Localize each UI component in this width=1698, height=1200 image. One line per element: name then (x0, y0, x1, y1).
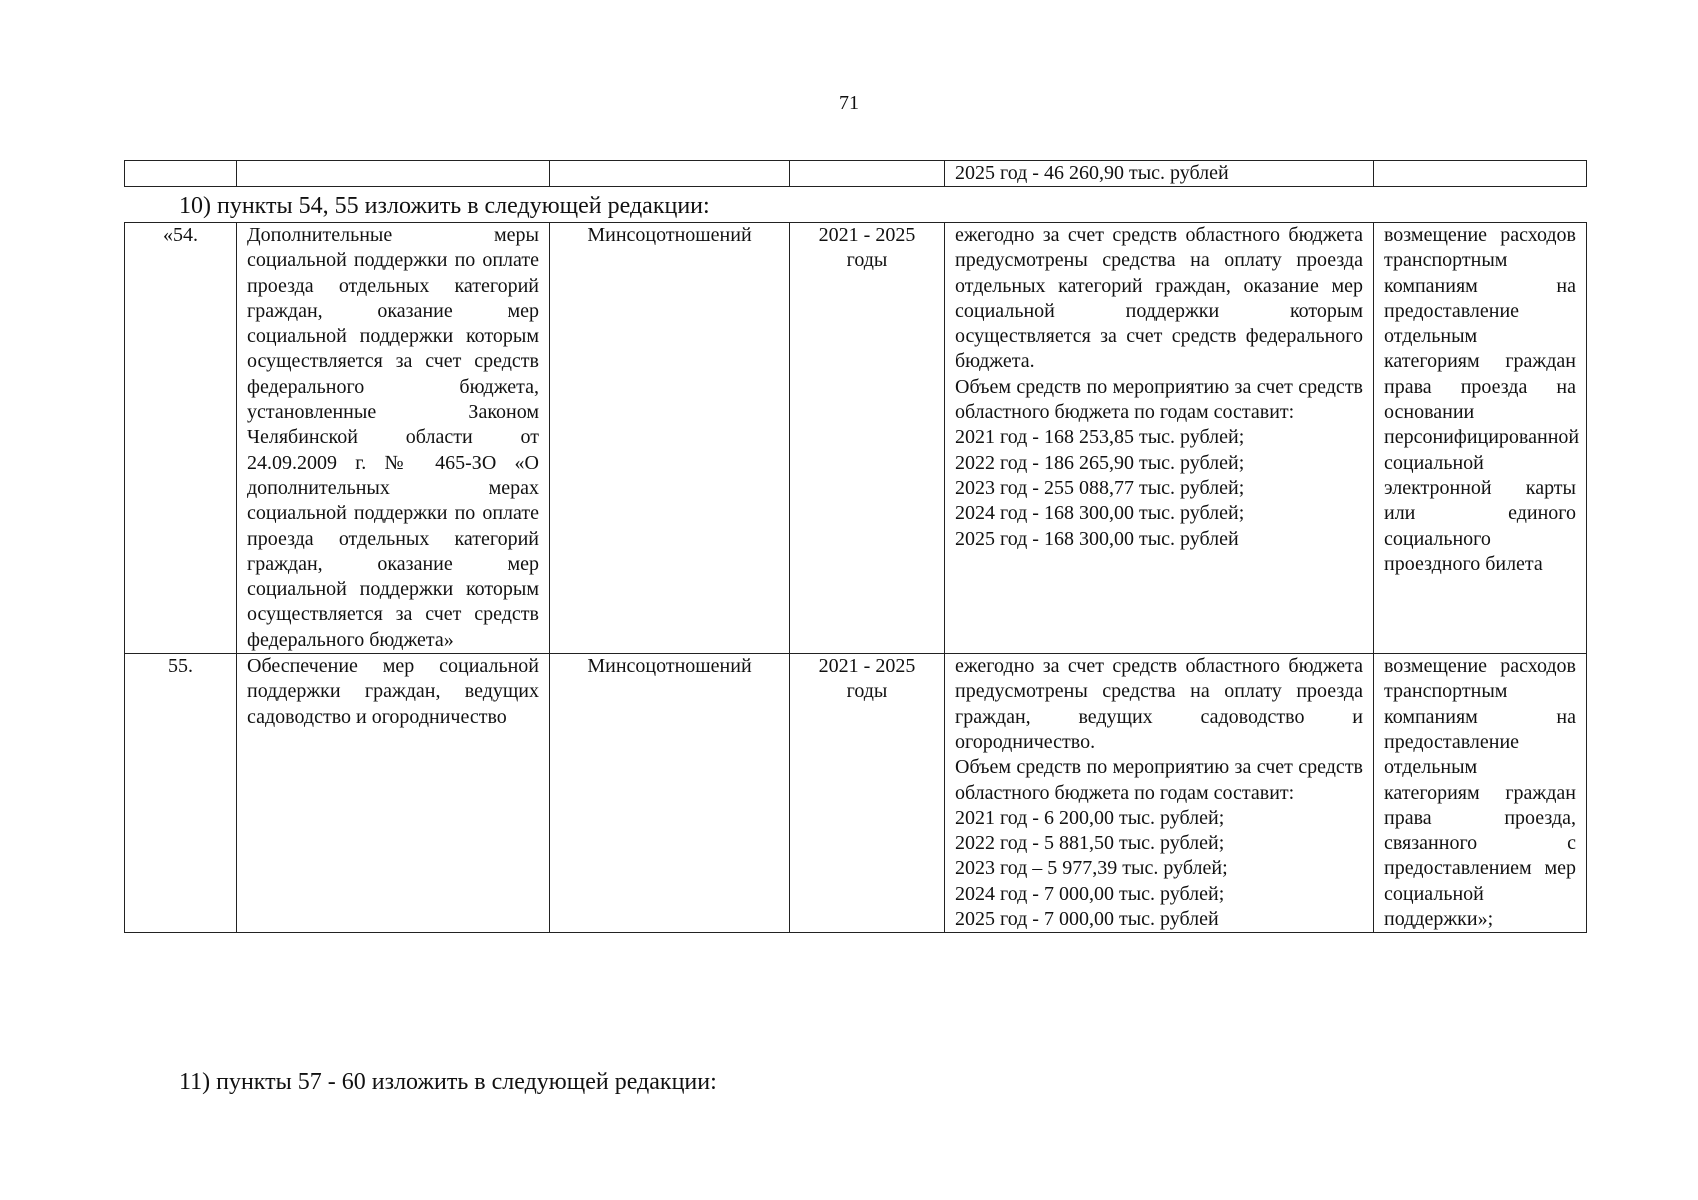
funding-intro: ежегодно за счет средств областного бюджета предусмотрены средства на оплату проезда граждан, ведущих садоводство и огородничество. (955, 655, 1363, 753)
funding-year: 2021 год - 168 253,85 тыс. рублей; (955, 426, 1245, 449)
funding-volume: Объем средств по мероприятию за счет средств областного бюджета по годам составит: (955, 375, 1363, 424)
table-row (125, 223, 1587, 654)
measures-table (124, 222, 1587, 933)
previous-row-table (124, 160, 1587, 187)
funding-year: 2025 год - 7 000,00 тыс. рублей (955, 908, 1219, 931)
paragraph-10: 10) пункты 54, 55 изложить в следующей редакции: (179, 193, 710, 219)
expected-result: возмещение расходов транспортным компаниям на предоставление отдельным категориям граждан права проезда, связанного с предоставлением мер социальной поддержки»; (1374, 654, 1587, 933)
table-row (125, 654, 1587, 933)
cell-result (1374, 161, 1587, 187)
executor: Минсоцотношений (550, 223, 790, 654)
funding-volume: Объем средств по мероприятию за счет средств областного бюджета по годам составит: (955, 756, 1363, 804)
row-number: 55. (125, 654, 237, 933)
funding-year: 2021 год - 6 200,00 тыс. рублей; (955, 806, 1225, 829)
paragraph-11: 11) пункты 57 - 60 изложить в следующей редакции: (179, 1069, 717, 1095)
cell-funding: 2025 год - 46 260,90 тыс. рублей (945, 161, 1374, 187)
funding-year: 2022 год - 5 881,50 тыс. рублей; (955, 832, 1225, 855)
table-row (125, 161, 1587, 187)
cell-executor (550, 161, 790, 187)
funding-year: 2024 год - 7 000,00 тыс. рублей; (955, 882, 1225, 905)
funding-year: 2022 год - 186 265,90 тыс. рублей; (955, 451, 1245, 474)
funding-year: 2023 год – 5 977,39 тыс. рублей; (955, 857, 1228, 880)
measure-name: Обеспечение мер социальной поддержки граждан, ведущих садоводство и огородничество (237, 654, 550, 933)
executor: Минсоцотношений (550, 654, 790, 933)
expected-result: возмещение расходов транспортным компаниям на предоставление отдельным категориям граждан права проезда на основании персонифицированной социальной электронной карты или единого социального проездного билета (1374, 223, 1587, 654)
funding-year: 2023 год - 255 088,77 тыс. рублей; (955, 476, 1245, 499)
period: 2021 - 2025 годы (790, 223, 945, 654)
funding-year: 2025 год - 168 300,00 тыс. рублей (955, 527, 1239, 550)
measure-name: Дополнительные меры социальной поддержки по оплате проезда отдельных категорий граждан, оказание мер социальной поддержки которым осуществляется за счет средств федерального бюджета, установленные Законом Челябинской области от 24.09.2009 г. № 465-ЗО «О дополнительных мерах социальной поддержки по оплате проезда отдельных категорий граждан, оказание мер социальной поддержки которым осуществляется за счет средств федерального бюджета» (237, 223, 550, 654)
funding (945, 223, 1374, 654)
funding (945, 654, 1374, 933)
funding-intro: ежегодно за счет средств областного бюджета предусмотрены средства на оплату проезда отдельных категорий граждан, оказание мер социальной поддержки которым осуществляется за счет средств федерального бюджета. (955, 224, 1363, 373)
page-number: 71 (839, 92, 859, 114)
cell-number (125, 161, 237, 187)
cell-name (237, 161, 550, 187)
period: 2021 - 2025 годы (790, 654, 945, 933)
funding-year: 2024 год - 168 300,00 тыс. рублей; (955, 502, 1245, 525)
row-number: «54. (125, 223, 237, 654)
cell-period (790, 161, 945, 187)
